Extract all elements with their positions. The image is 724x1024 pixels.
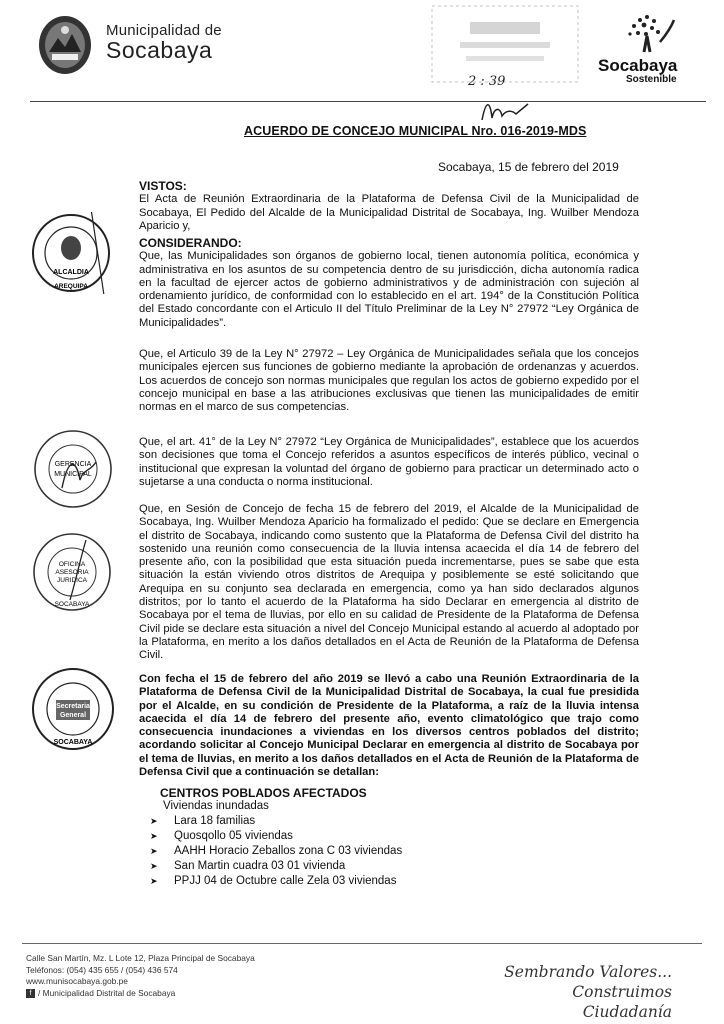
- asesoria-juridica-seal-stamp: [30, 530, 114, 614]
- asesoria-stamp-line1: OFICINA: [58, 561, 86, 568]
- secretaria-general-seal-stamp: [28, 664, 118, 754]
- vistos-text: El Acta de Reunión Extraordinaria de la Plataforma de Defensa Civil de la Municipalidad de Socabaya, El Pedido del Alcalde de la Municipalidad Distrital de Socabaya, Ing. Wuilber Mendoza Aparicio y,: [139, 193, 639, 232]
- paragraph-5-block: [139, 673, 639, 779]
- paragraph-5: Con fecha el 15 de febrero del año 2019 se llevó a cabo una Reunión Extraordinaria de la Plataforma de Defensa Civil de la Municipalidad Distrital de Socabaya, la cual fue presidida por el Alcalde, en su condición de Presidente de la Plataforma, a raíz de la lluvia intensa acaecida el día 14 de febrero del presente año, evento climatológico que trajo como consecuencia inundaciones a viviendas en los diversos centros poblados del distrito; acordando solicitar al Concejo Municipal Declarar en emergencia al distrito de Socabaya por el tema de lluvias, en merito a los daños detallados en el Acta de Reunión de la Plataforma de Defensa Civil que a continuación se detallan:: [139, 673, 639, 779]
- vistos-section: [139, 180, 639, 233]
- list-item: [150, 874, 402, 889]
- municipal-crest-logo: [36, 14, 94, 76]
- arrow-bullet-icon: ➤: [150, 846, 158, 856]
- arrow-bullet-icon: ➤: [150, 861, 158, 871]
- slogan-line2: Construimos Ciudadanía: [572, 983, 672, 1021]
- footer-contact-info: [26, 953, 255, 999]
- alcaldia-seal-stamp: [30, 212, 112, 294]
- asesoria-stamp-line3: JURIDICA: [57, 577, 87, 584]
- footer-facebook: / Municipalidad Distrital de Socabaya: [38, 987, 176, 998]
- paragraph-2-block: [139, 348, 639, 414]
- received-handwritten-mark: 2 : 39: [468, 74, 506, 89]
- vistos-label: VISTOS:: [139, 179, 187, 193]
- list-item: [150, 814, 402, 829]
- arrow-bullet-icon: ➤: [150, 876, 158, 886]
- right-logo-subtitle: Sostenible: [626, 74, 677, 85]
- right-logo-wordmark: Socabaya: [598, 56, 678, 75]
- secretaria-stamp-city: SOCABAYA: [53, 739, 93, 746]
- document-date: Socabaya, 15 de febrero del 2019: [438, 160, 619, 174]
- footer-phones: Teléfonos: (054) 435 655 / (054) 436 574: [26, 964, 178, 975]
- list-item: [150, 859, 402, 874]
- paragraph-2: Que, el Articulo 39 de la Ley N° 27972 – Ley Orgánica de Municipalidades señala que los concejos municipales ejercen sus funciones de gobierno mediante la aprobación de ordenanzas y acuerdos. Los acuerdos de concejo son normas municipales que regulan los actos de gobierno expedido por el concejo municipal en base a las atribuciones exclusivas que tienen las municipalidades de emitir normas en el marco de sus competencias.: [139, 348, 639, 414]
- considerando-section: [139, 237, 639, 330]
- list-item-text: AAHH Horacio Zeballos zona C 03 viviendas: [174, 845, 403, 857]
- list-item-text: San Martin cuadra 03 01 vivienda: [174, 860, 346, 872]
- gerencia-stamp-label: GERENCIA: [54, 461, 92, 468]
- affected-centers-subheading: Viviendas inundadas: [163, 800, 269, 812]
- asesoria-stamp-line2: ASESORIA: [55, 569, 89, 576]
- brand-name: [106, 22, 222, 64]
- arrow-bullet-icon: ➤: [150, 816, 158, 826]
- paragraph-4-block: [139, 503, 639, 663]
- affected-centers-heading: CENTROS POBLADOS AFECTADOS: [160, 786, 367, 800]
- brand-line2: Socabaya: [106, 37, 213, 63]
- footer-address: Calle San Martín, Mz. L Lote 12, Plaza Principal de Socabaya: [26, 953, 255, 963]
- paragraph-3: Que, el art. 41° de la Ley N° 27972 “Ley Orgánica de Municipalidades”, establece que los acuerdos son decisiones que toma el Concejo referidos a asuntos específicos de interés público, vecinal o institucional que expresan la voluntad del órgano de gobierno para practicar un determinado acto o sujetarse a una conducta o norma institucional.: [139, 436, 639, 488]
- list-item-text: PPJJ 04 de Octubre calle Zela 03 viviendas: [174, 875, 397, 887]
- document-title: ACUERDO DE CONCEJO MUNICIPAL Nro. 016-2019-MDS: [244, 124, 587, 138]
- list-item: [150, 844, 402, 859]
- socabaya-sostenible-logo: [598, 12, 708, 92]
- header-divider: [30, 101, 706, 102]
- footer-divider: [22, 943, 702, 944]
- alcaldia-stamp-city: AREQUIPA: [54, 283, 88, 290]
- footer-facebook-row: [26, 988, 255, 1000]
- brand-line1: Municipalidad de: [106, 22, 222, 39]
- footer-website: www.munisocabaya.gob.pe: [26, 976, 128, 987]
- gerencia-stamp-sub: MUNICIPAL: [54, 471, 92, 478]
- facebook-icon: f: [26, 989, 35, 998]
- gerencia-seal-stamp: [32, 428, 114, 510]
- paragraph-3-block: [139, 436, 639, 489]
- secretaria-stamp-sub: General: [59, 712, 87, 719]
- alcaldia-stamp-label: ALCALDIA: [53, 269, 89, 276]
- arrow-bullet-icon: ➤: [150, 831, 158, 841]
- list-item-text: Quosqollo 05 viviendas: [174, 830, 293, 842]
- secretaria-stamp-label: Secretaria: [56, 703, 90, 710]
- affected-centers-list: [150, 814, 402, 889]
- footer-slogan: [480, 962, 672, 1022]
- considerando-label: CONSIDERANDO:: [139, 236, 242, 250]
- paragraph-4: Que, en Sesión de Concejo de fecha 15 de febrero del 2019, el Alcalde de la Municipalidad de Socabaya, Ing. Wuilber Mendoza Aparicio ha formalizado el pedido: Que se declare en Emergencia el distrito de Socabaya, indicando como sustento que la Plataforma de Defensa Civil del distrito ha sostenido una reunión como consecuencia de la lluvia intensa acaecida el día 14 de febrero del presente año, con la posibilidad que esta situación pueda incrementarse, pues se sabe que esta situación la están viviendo otros distritos de Arequipa y posiblemente se esté solicitando que Arequipa en su conjunto sea declarada en emergencia, como ya han sido declarados algunos distritos; por lo tanto el acuerdo de la Plataforma ha sido Declarar en emergencia al distrito de Socabaya por el tema de lluvias, por ello en su calidad de Presidente de la Plataforma de Defensa Civil pide se declare esta situación a nivel del Concejo Municipal estando al acuerdo al adoptado por la Plataforma, en merito a los daños detallados en el Acta de Reunión de la Plataforma de Defensa Civil.: [139, 503, 639, 662]
- list-item-text: Lara 18 familias: [174, 815, 256, 827]
- slogan-line1: Sembrando Valores...: [504, 963, 672, 981]
- asesoria-stamp-city: SOCABAYA: [54, 601, 90, 608]
- list-item: [150, 829, 402, 844]
- paragraph-1: Que, las Municipalidades son órganos de gobierno local, tienen autonomía política, económica y administrativa en los asuntos de su competencia dentro de su jurisdicción, dicha autonomía radica en la facultad de ejercer actos de gobierno administrativos y de administración con sujeción al ordenamiento jurídico, de conformidad con lo establecido en el art. 194° de la Constitución Política del Estado concordante con el Articulo II del Título Preliminar de la Ley N° 27972 “Ley Orgánica de Municipalidades”.: [139, 250, 639, 329]
